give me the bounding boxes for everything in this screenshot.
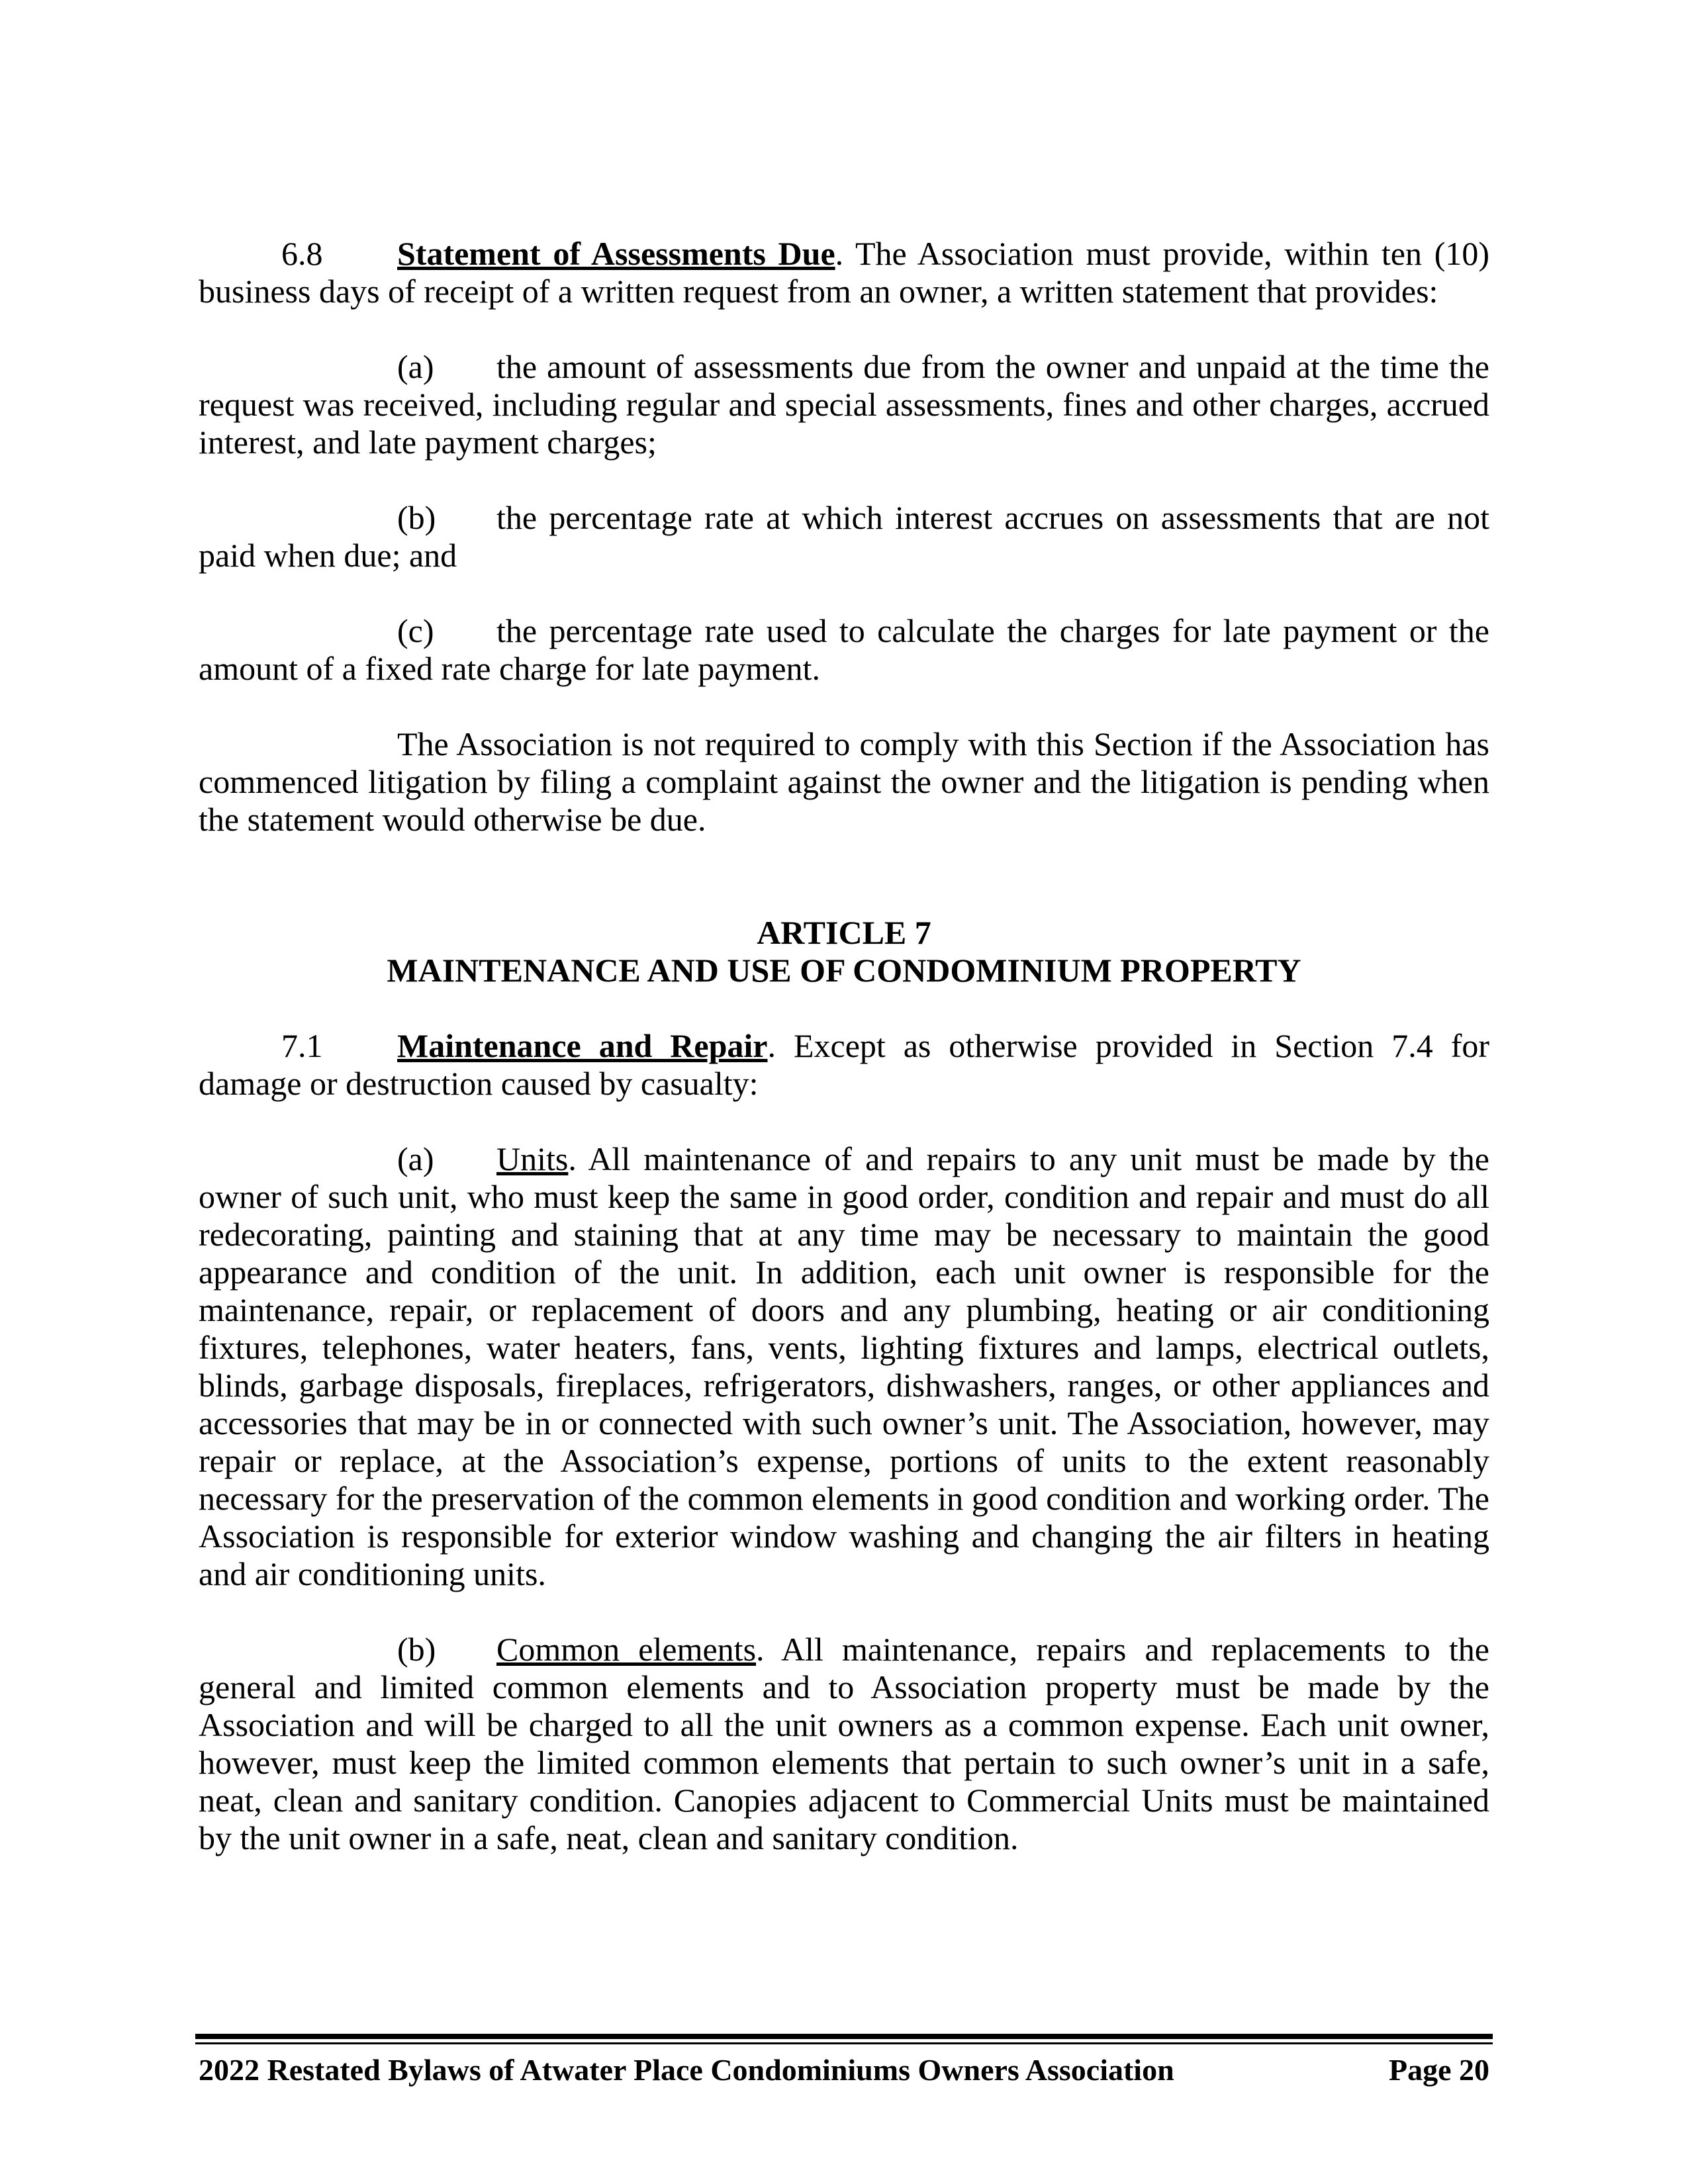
list-item-text: All maintenance of and repairs to any unit must be made by the owner of such unit, who must keep the same in good order, condition and repair and must do all redecorating, painting and staining that at any time may be necessary to maintain the good appearance and condition of the unit. In addition, each unit owner is responsible for the maintenance, repair, or replacement of doors and any plumbing, heating or air conditioning fixtures, telephones, water heaters, fans, vents, lighting fixtures and lamps, electrical outlets, blinds, garbage disposals, fireplaces, refrigerators, dishwashers, ranges, or other appliances and accessories that may be in or connected with such owner’s unit. The Association, however, may repair or replace, at the Association’s expense, portions of units to the extent reasonably necessary for the preservation of the common elements in good condition and working order. The Association is responsible for exterior window washing and changing the air filters in heating and air conditioning units. xyxy=(199,1140,1489,1592)
article-title: MAINTENANCE AND USE OF CONDOMINIUM PROPERTY xyxy=(387,952,1301,989)
list-item-label: (c) xyxy=(397,612,434,649)
list-item-label: (b) xyxy=(397,1631,436,1668)
footer-title: 2022 Restated Bylaws of Atwater Place Condominiums Owners Association xyxy=(199,2053,1174,2087)
section-6-8-paragraph: 6.8 Statement of Assessments Due. The Association must provide, within ten (10) business days of receipt of a written request from an owner, a written statement that provides: xyxy=(199,235,1489,310)
list-item-heading: Common elements xyxy=(496,1631,757,1668)
list-item-text: the percentage rate used to calculate the charges for late payment or the amount of a fixed rate charge for late payment. xyxy=(199,612,1489,687)
section-number: 6.8 xyxy=(281,235,323,272)
list-item-text: the percentage rate at which interest accrues on assessments that are not paid when due; and xyxy=(199,499,1489,574)
page-number: Page 20 xyxy=(1388,2053,1489,2087)
section-heading: Statement of Assessments Due xyxy=(397,235,835,272)
list-item-label: (b) xyxy=(397,499,436,536)
page-footer xyxy=(199,2052,1489,2089)
article-number: ARTICLE 7 xyxy=(757,914,931,951)
section-number: 7.1 xyxy=(281,1027,323,1064)
list-item: (b) Common elements. All maintenance, repairs and replacements to the general and limited common elements and to Association property must be made by the Association and will be charged to all the unit owners as a common expense. Each unit owner, however, must keep the limited common elements that pertain to such owner’s unit in a safe, neat, clean and sanitary condition. Canopies adjacent to Commercial Units must be maintained by the unit owner in a safe, neat, clean and sanitary condition. xyxy=(199,1631,1489,1856)
list-item-label: (a) xyxy=(397,348,434,385)
section-heading: Maintenance and Repair xyxy=(397,1027,768,1064)
list-item-text: All maintenance, repairs and replacements to the general and limited common elements and to Association property must be made by the Association and will be charged to all the unit owners as a common expense. Each unit owner, however, must keep the limited common elements that pertain to such owner’s unit in a safe, neat, clean and sanitary condition. Canopies adjacent to Commercial Units must be maintained by the unit owner in a safe, neat, clean and sanitary condition. xyxy=(199,1631,1489,1856)
footer-divider xyxy=(195,2034,1493,2044)
list-item xyxy=(199,612,1489,688)
list-item-text: the amount of assessments due from the owner and unpaid at the time the request was received, including regular and special assessments, fines and other charges, accrued interest, and late payment charges; xyxy=(199,348,1489,461)
list-item-label: (a) xyxy=(397,1140,434,1177)
section-intro: Except as otherwise provided in Section 7.4 for damage or destruction caused by casualty: xyxy=(199,1027,1489,1102)
list-item xyxy=(199,499,1489,574)
section-closing-paragraph: The Association is not required to comply with this Section if the Association has commenced litigation by filing a complaint against the owner and the litigation is pending when the statement would otherwise be due. xyxy=(199,725,1489,838)
list-item: (a) Units. All maintenance of and repairs to any unit must be made by the owner of such unit, who must keep the same in good order, condition and repair and must do all redecorating, painting and staining that at any time may be necessary to maintain the good appearance and condition of the unit. In addition, each unit owner is responsible for the maintenance, repair, or replacement of doors and any plumbing, heating or air conditioning fixtures, telephones, water heaters, fans, vents, lighting fixtures and lamps, electrical outlets, blinds, garbage disposals, fireplaces, refrigerators, dishwashers, ranges, or other appliances and accessories that may be in or connected with such owner’s unit. The Association, however, may repair or replace, at the Association’s expense, portions of units to the extent reasonably necessary for the preservation of the common elements in good condition and working order. The Association is responsible for exterior window washing and changing the air filters in heating and air conditioning units. xyxy=(199,1140,1489,1592)
section-7-1-paragraph: 7.1 Maintenance and Repair. Except as otherwise provided in Section 7.4 for damage or destruction caused by casualty: xyxy=(199,1027,1489,1102)
page-body xyxy=(199,235,1489,1857)
section-intro: The Association must provide, within ten (10) business days of receipt of a written request from an owner, a written statement that provides: xyxy=(199,235,1489,310)
list-item-heading: Units xyxy=(496,1140,569,1177)
list-item xyxy=(199,348,1489,461)
